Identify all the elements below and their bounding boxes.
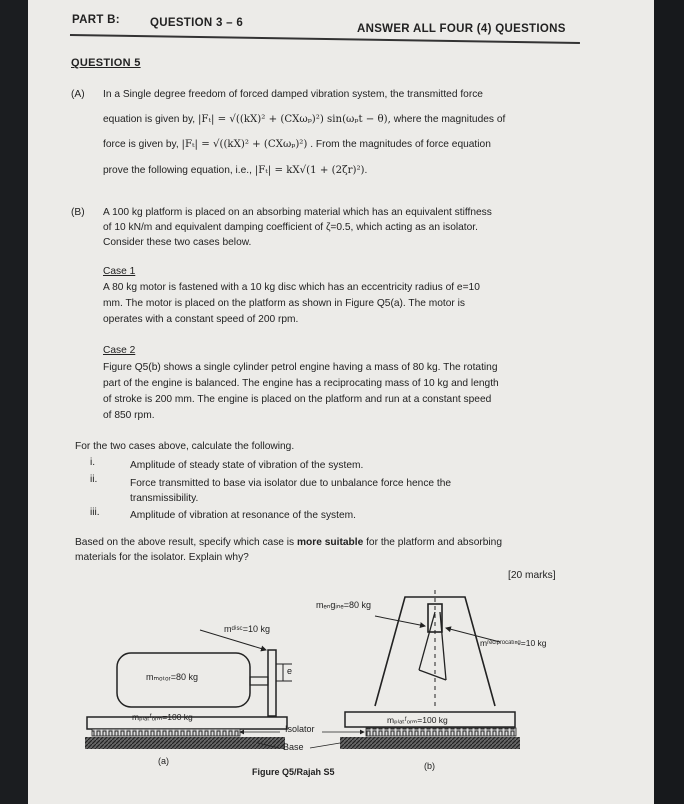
base-a — [85, 737, 285, 749]
figure-a-label: (a) — [158, 756, 169, 766]
platform-a-label: mₚₗₐₜᶠₒᵣₘ=100 kg — [132, 712, 193, 722]
part-b-intro-3: Consider these two cases below. — [103, 237, 252, 248]
isolator-a — [92, 729, 240, 736]
conclusion-line1: Based on the above result, specify which case is more suitable for the platform and absorbing — [75, 537, 503, 548]
force-magnitude-equation: |Fₜ| = √((kX)² + (CXωₚ)²) — [181, 139, 308, 150]
case2-line2: part of the engine is balanced. The engine has a reciprocating mass of 10 kg and length — [103, 378, 499, 389]
part-a-line3: force is given by, |Fₜ| = √((kX)² + (CXωₚ)²) . From the magnitudes of force equation — [103, 139, 491, 150]
item-num-2: ii. — [90, 474, 98, 485]
item-text-2b: transmissibility. — [130, 493, 199, 504]
question-title: QUESTION 5 — [71, 57, 141, 69]
part-a-line1: In a Single degree freedom of forced damped vibration system, the transmitted force — [103, 89, 483, 100]
disc — [268, 650, 276, 716]
case2-line4: of 850 rpm. — [103, 410, 155, 421]
eccentricity-label: e — [287, 666, 293, 676]
base-label: Base — [283, 742, 304, 752]
instruction: ANSWER ALL FOUR (4) QUESTIONS — [357, 23, 566, 35]
figure-caption: Figure Q5/Rajah S5 — [252, 767, 335, 777]
item-text-3: Amplitude of vibration at resonance of the system. — [130, 510, 356, 521]
connecting-rod-1 — [419, 612, 435, 670]
base-pointer-b — [310, 743, 340, 748]
part-label: PART B: — [72, 14, 120, 26]
case1-line3: operates with a constant speed of 200 rpm. — [103, 314, 299, 325]
connecting-rod-2 — [440, 612, 446, 680]
part-b-intro-2: of 10 kN/m and equivalent damping coefficient of ζ=0.5, which acting as an isolator. — [103, 222, 478, 233]
part-b-intro-1: A 100 kg platform is placed on an absorbing material which has an equivalent stiffness — [103, 207, 492, 218]
question-range: QUESTION 3 – 6 — [150, 17, 244, 29]
disc-mass-label: mᵈⁱˢᶜ=10 kg — [224, 624, 271, 634]
conclusion-line2: materials for the isolator. Explain why? — [75, 552, 249, 563]
isolator-label: Isolator — [285, 724, 315, 734]
case2-title: Case 2 — [103, 345, 136, 356]
transmitted-force-equation: |Fₜ| = √((kX)² + (CXωₚ)²) sin(ωₚt − θ), — [197, 114, 391, 125]
item-num-3: iii. — [90, 507, 100, 518]
motor-shaft — [250, 677, 268, 685]
case1-line2: mm. The motor is placed on the platform as shown in Figure Q5(a). The motor is — [103, 298, 465, 309]
case2-line1: Figure Q5(b) shows a single cylinder petrol engine having a mass of 80 kg. The rotating — [103, 362, 498, 373]
recip-mass-label: mʳᵉᶜᶦᵖʳᵒᶜᵃᵗᶦⁿᵍ=10 kg — [480, 638, 547, 648]
part-a-line4: prove the following equation, i.e., |Fₜ| = kX√(1 + (2ζr)²). — [103, 165, 368, 176]
item-num-1: i. — [90, 457, 96, 468]
item-text-1: Amplitude of steady state of vibration of the system. — [130, 460, 364, 471]
platform-b-label: mₚₗₐₜᶠₒᵣₘ=100 kg — [387, 715, 448, 725]
marks: [20 marks] — [508, 570, 556, 581]
isolator-b — [366, 728, 516, 736]
base-b — [340, 737, 520, 749]
part-a-line2: equation is given by, |Fₜ| = √((kX)² + (CXωₚ)²) sin(ωₚt − θ), where the magnitudes of — [103, 114, 506, 125]
motor-mass-label: mₘₒₜₒᵣ=80 kg — [146, 672, 198, 682]
engine-mass-label: mₑₙgᵢₙₑ=80 kg — [316, 600, 372, 610]
figure-b-label: (b) — [424, 761, 435, 771]
part-b-label: (B) — [71, 207, 85, 218]
case1-line1: A 80 kg motor is fastened with a 10 kg disc which has an eccentricity radius of e=10 — [103, 282, 480, 293]
case1-title: Case 1 — [103, 266, 136, 277]
crank — [419, 670, 446, 680]
calc-intro: For the two cases above, calculate the following. — [75, 441, 295, 452]
part-a-label: (A) — [71, 89, 85, 100]
proof-equation: |Fₜ| = kX√(1 + (2ζr)²) — [254, 165, 365, 176]
item-text-2: Force transmitted to base via isolator due to unbalance force hence the — [130, 478, 452, 489]
case2-line3: of stroke is 200 mm. The engine is placed on the platform and run at a constant speed — [103, 394, 492, 405]
